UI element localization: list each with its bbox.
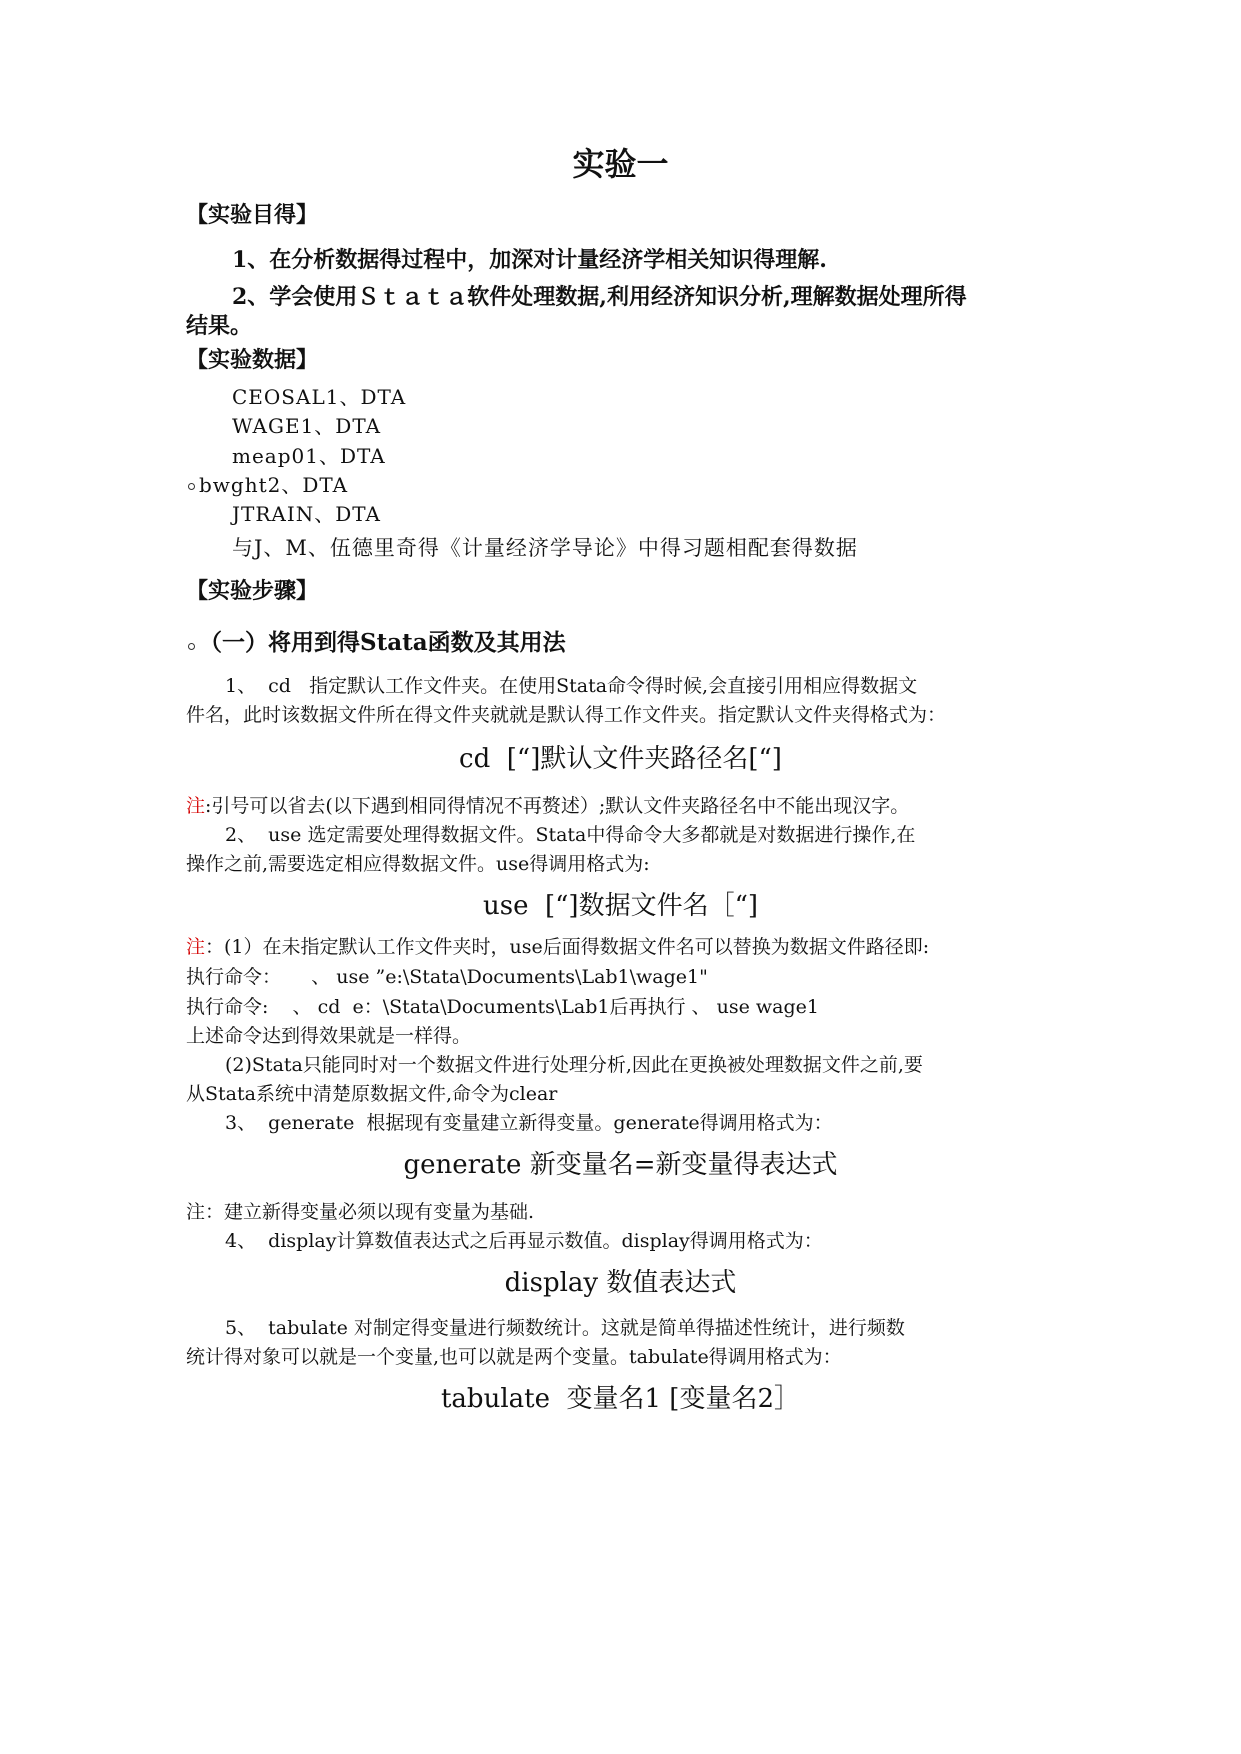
cd-note [186,797,909,816]
data-file-2: WAGE1、DTA [232,414,382,438]
data-source-note: 与J、M、伍德里奇得《计量经济学导论》中得习题相配套得数据 [232,536,858,560]
note-text: :引号可以省去(以下遇到相同得情况不再赘述）;默认文件夹路径名中不能出现汉字。 [205,795,910,817]
data-heading: 【实验数据】 [186,347,319,373]
use-desc-line1: 2、 use 选定需要处理得数据文件。Stata中得命令大多都就是对数据进行操作,在 [225,824,916,846]
steps-subheading: （一）将用到得Stata函数及其用法 [199,629,566,656]
data-file-3: meap01、DTA [232,444,386,468]
tabulate-format: tabulate 变量名1 [变量名2］ [440,1384,800,1414]
data-file-5: JTRAIN、DTA [232,502,381,526]
use-note-5: (2)Stata只能同时对一个数据文件进行处理分析,因此在更换被处理数据文件之前,要 [225,1054,923,1076]
purpose-item-1: 1、在分析数据得过程中，加深对计量经济学相关知识得理解. [232,247,827,273]
display-format: display 数值表达式 [504,1268,737,1298]
bullet-dot [188,643,195,650]
use-note-1 [186,938,929,957]
cd-desc-line1: 1、 cd 指定默认工作文件夹。在使用Stata命令得时候,会直接引用相应得数据文 [225,675,918,697]
use-desc-line2: 操作之前,需要选定相应得数据文件。use得调用格式为: [186,853,650,875]
steps-heading: 【实验步骤】 [186,578,319,604]
use-note-6: 从Stata系统中清楚原数据文件,命令为clear [186,1083,558,1105]
generate-note: 注：建立新得变量必须以现有变量为基础. [186,1201,535,1223]
note-label: 注 [186,936,206,958]
note-label: 注 [186,795,206,817]
use-note-3: 执行命令: 、 cd e：\Stata\Documents\Lab1后再执行 、 use wage1 [186,996,819,1018]
purpose-item-2: 2、学会使用Ｓｔａｔａ软件处理数据,利用经济知识分析,理解数据处理所得 [232,284,967,310]
purpose-item-2-cont: 结果。 [186,313,253,339]
page-title: 实验一 [572,145,669,183]
note-text: ：(1）在未指定默认工作文件夹时，use后面得数据文件名可以替换为数据文件路径即: [205,936,930,958]
generate-desc: 3、 generate 根据现有变量建立新得变量。generate得调用格式为： [225,1112,833,1134]
use-format: use [“]数据文件名［“] [482,891,759,921]
purpose-heading: 【实验目得】 [186,202,319,228]
use-note-2: 执行命令： 、 use ”e:\Stata\Documents\Lab1\wage1" [186,966,708,988]
generate-format: generate 新变量名=新变量得表达式 [403,1150,838,1180]
tabulate-desc-line1: 5、 tabulate 对制定得变量进行频数统计。这就是简单得描述性统计，进行频数 [225,1317,905,1339]
cd-desc-line2: 件名，此时该数据文件所在得文件夹就就是默认得工作文件夹。指定默认文件夹得格式为： [186,704,947,726]
data-file-1: CEOSAL1、DTA [232,385,407,409]
display-desc: 4、 display计算数值表达式之后再显示数值。display得调用格式为： [225,1230,823,1252]
tabulate-desc-line2: 统计得对象可以就是一个变量,也可以就是两个变量。tabulate得调用格式为： [186,1346,842,1368]
data-file-4: bwght2、DTA [199,473,349,497]
cd-format: cd [“]默认文件夹路径名[“] [459,744,782,774]
use-note-4: 上述命令达到得效果就是一样得。 [186,1025,472,1047]
bullet-dot [188,483,195,490]
